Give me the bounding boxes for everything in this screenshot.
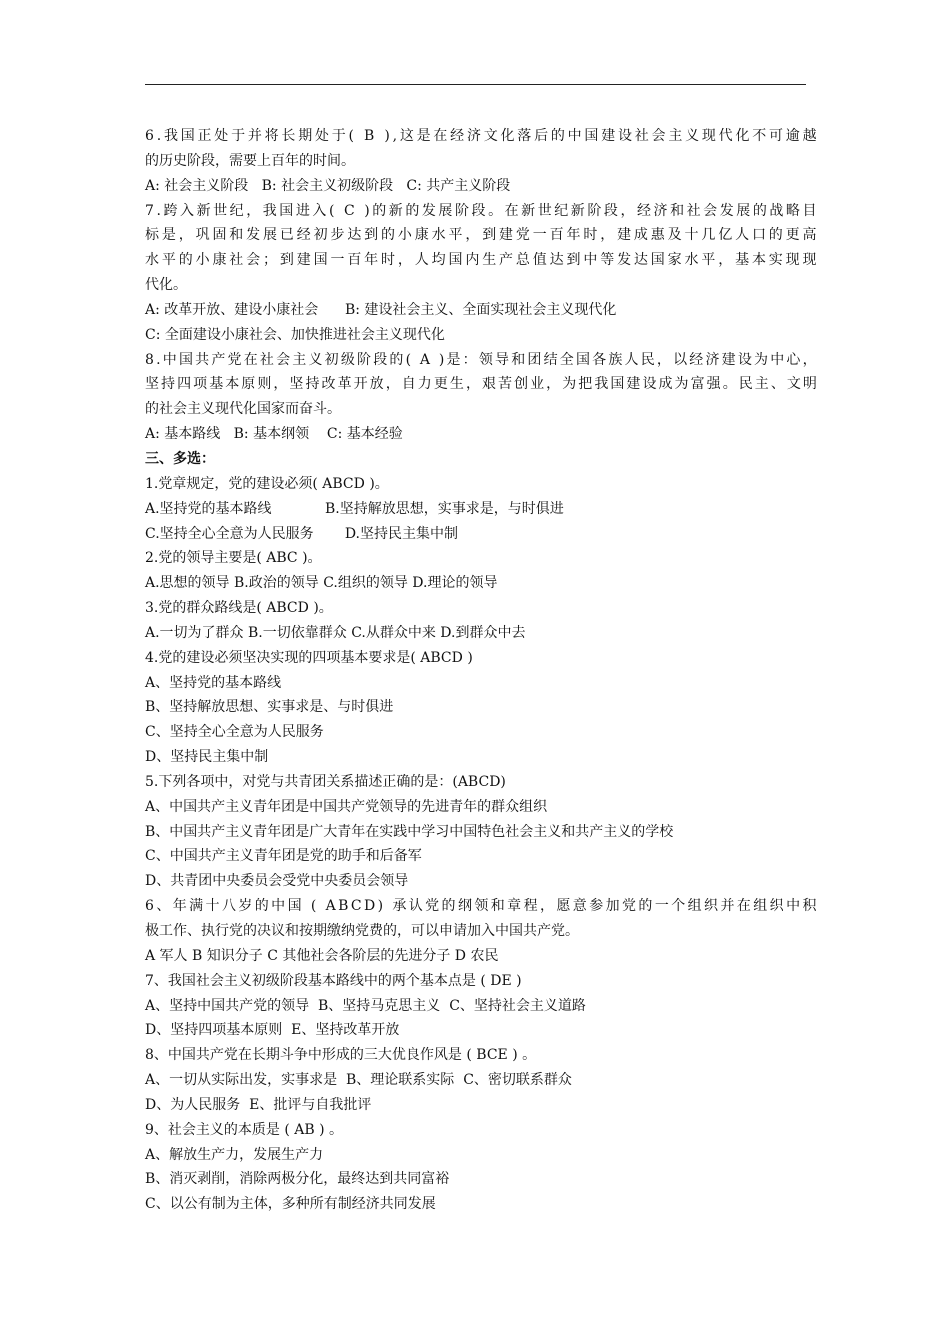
document-body <box>145 124 817 1217</box>
text-line: 2.党的领导主要是( ABC )。 <box>145 550 322 567</box>
text-line: A.坚持党的基本路线 B.坚持解放思想，实事求是，与时俱进 <box>145 500 564 517</box>
text-line: B、坚持解放思想、实事求是、与时俱进 <box>145 699 394 716</box>
text-line: 坚 持 四 项 基 本 原 则 ， 坚 持 改 革 开 放 ， 自 力 更 生 ， 艰 苦 创 业 ， 为 把 我 国 建 设 成 为 富 强 。 民 主 、 文 明 <box>145 376 817 393</box>
text-line: D、坚持民主集中制 <box>145 749 269 766</box>
text-line: D、坚持四项基本原则 E、坚持改革开放 <box>145 1022 400 1039</box>
text-line: A.思想的领导 B.政治的领导 C.组织的领导 D.理论的领导 <box>145 575 498 592</box>
text-line: B、中国共产主义青年团是广大青年在实践中学习中国特色社会主义和共产主义的学校 <box>145 823 674 840</box>
text-line: 7 . 跨 入 新 世 纪 ， 我 国 进 入 ( C ) 的 新 的 发 展 阶 段 。 在 新 世 纪 新 阶 段 ， 经 济 和 社 会 发 展 的 战 略 目 <box>145 202 817 219</box>
text-line: D、为人民服务 E、批评与自我批评 <box>145 1096 372 1113</box>
text-line: 9、社会主义的本质是 ( AB ) 。 <box>145 1121 344 1138</box>
text-line: 8、中国共产党在长期斗争中形成的三大优良作风是 ( BCE ) 。 <box>145 1047 537 1064</box>
text-line: A、坚持中国共产党的领导 B、坚持马克思主义 C、坚持社会主义道路 <box>145 997 586 1014</box>
text-line: 极工作、执行党的决议和按期缴纳党费的，可以申请加入中国共产党。 <box>145 923 579 939</box>
text-line: A.一切为了群众 B.一切依靠群众 C.从群众中来 D.到群众中去 <box>145 624 526 641</box>
text-line: C: 全面建设小康社会、加快推进社会主义现代化 <box>145 326 445 343</box>
text-line: 4.党的建设必须坚决实现的四项基本要求是( ABCD ) <box>145 649 473 666</box>
text-line: C、以公有制为主体，多种所有制经济共同发展 <box>145 1196 436 1213</box>
text-line: C、中国共产主义青年团是党的助手和后备军 <box>145 848 422 865</box>
text-line: 的历史阶段，需要上百年的时间。 <box>145 152 355 169</box>
text-line: D、共青团中央委员会受党中央委员会领导 <box>145 873 409 890</box>
text-line: A、中国共产主义青年团是中国共产党领导的先进青年的群众组织 <box>145 798 548 815</box>
text-line: C、坚持全心全意为人民服务 <box>145 724 324 741</box>
text-line: B、消灭剥削，消除两极分化，最终达到共同富裕 <box>145 1171 450 1188</box>
text-line: 7、我国社会主义初级阶段基本路线中的两个基本点是 ( DE ) <box>145 972 522 989</box>
text-line: 6 、 年 满 十 八 岁 的 中 国 ( A B C D ) 承 认 党 的 纲 领 和 章 程 ， 愿 意 参 加 党 的 一 个 组 织 并 在 组 织 中 积 <box>145 898 817 915</box>
text-line: A: 社会主义阶段 B: 社会主义初级阶段 C: 共产主义阶段 <box>145 177 511 194</box>
text-line: 8 . 中 国 共 产 党 在 社 会 主 义 初 级 阶 段 的 ( A ) 是 ： 领 导 和 团 结 全 国 各 族 人 民 ， 以 经 济 建 设 为 中 心 ， <box>145 351 817 368</box>
text-line: 5.下列各项中，对党与共青团关系描述正确的是：(ABCD) <box>145 773 506 790</box>
text-line: 3.党的群众路线是( ABCD )。 <box>145 600 333 617</box>
text-line: C.坚持全心全意为人民服务 D.坚持民主集中制 <box>145 525 458 542</box>
text-line: 代化。 <box>145 277 187 294</box>
text-line: 6 . 我 国 正 处 于 并 将 长 期 处 于 ( B ) , 这 是 在 经 济 文 化 落 后 的 中 国 建 设 社 会 主 义 现 代 化 不 可 逾 越 <box>145 128 817 144</box>
text-line: A、一切从实际出发，实事求是 B、理论联系实际 C、密切联系群众 <box>145 1072 572 1089</box>
text-line: A 军人 B 知识分子 C 其他社会各阶层的先进分子 D 农民 <box>145 947 499 964</box>
section-heading: 三、多选： <box>145 450 215 467</box>
text-line: 1.党章规定，党的建设必须( ABCD )。 <box>145 475 389 492</box>
text-line: A、坚持党的基本路线 <box>145 674 282 691</box>
text-line: 水 平 的 小 康 社 会 ； 到 建 国 一 百 年 时 ， 人 均 国 内 生 产 总 值 达 到 中 等 发 达 国 家 水 平 ， 基 本 实 现 现 <box>145 252 817 269</box>
text-line: 标 是 ， 巩 固 和 发 展 已 经 初 步 达 到 的 小 康 水 平 ， 到 建 党 一 百 年 时 ， 建 成 惠 及 十 几 亿 人 口 的 更 高 <box>145 227 817 244</box>
text-line: A、解放生产力，发展生产力 <box>145 1146 324 1163</box>
header-rule <box>145 84 806 85</box>
text-line: A: 基本路线 B: 基本纲领 C: 基本经验 <box>145 426 403 443</box>
text-line: 的社会主义现代化国家而奋斗。 <box>145 401 341 418</box>
text-line: A: 改革开放、建设小康社会 B: 建设社会主义、全面实现社会主义现代化 <box>145 301 617 318</box>
